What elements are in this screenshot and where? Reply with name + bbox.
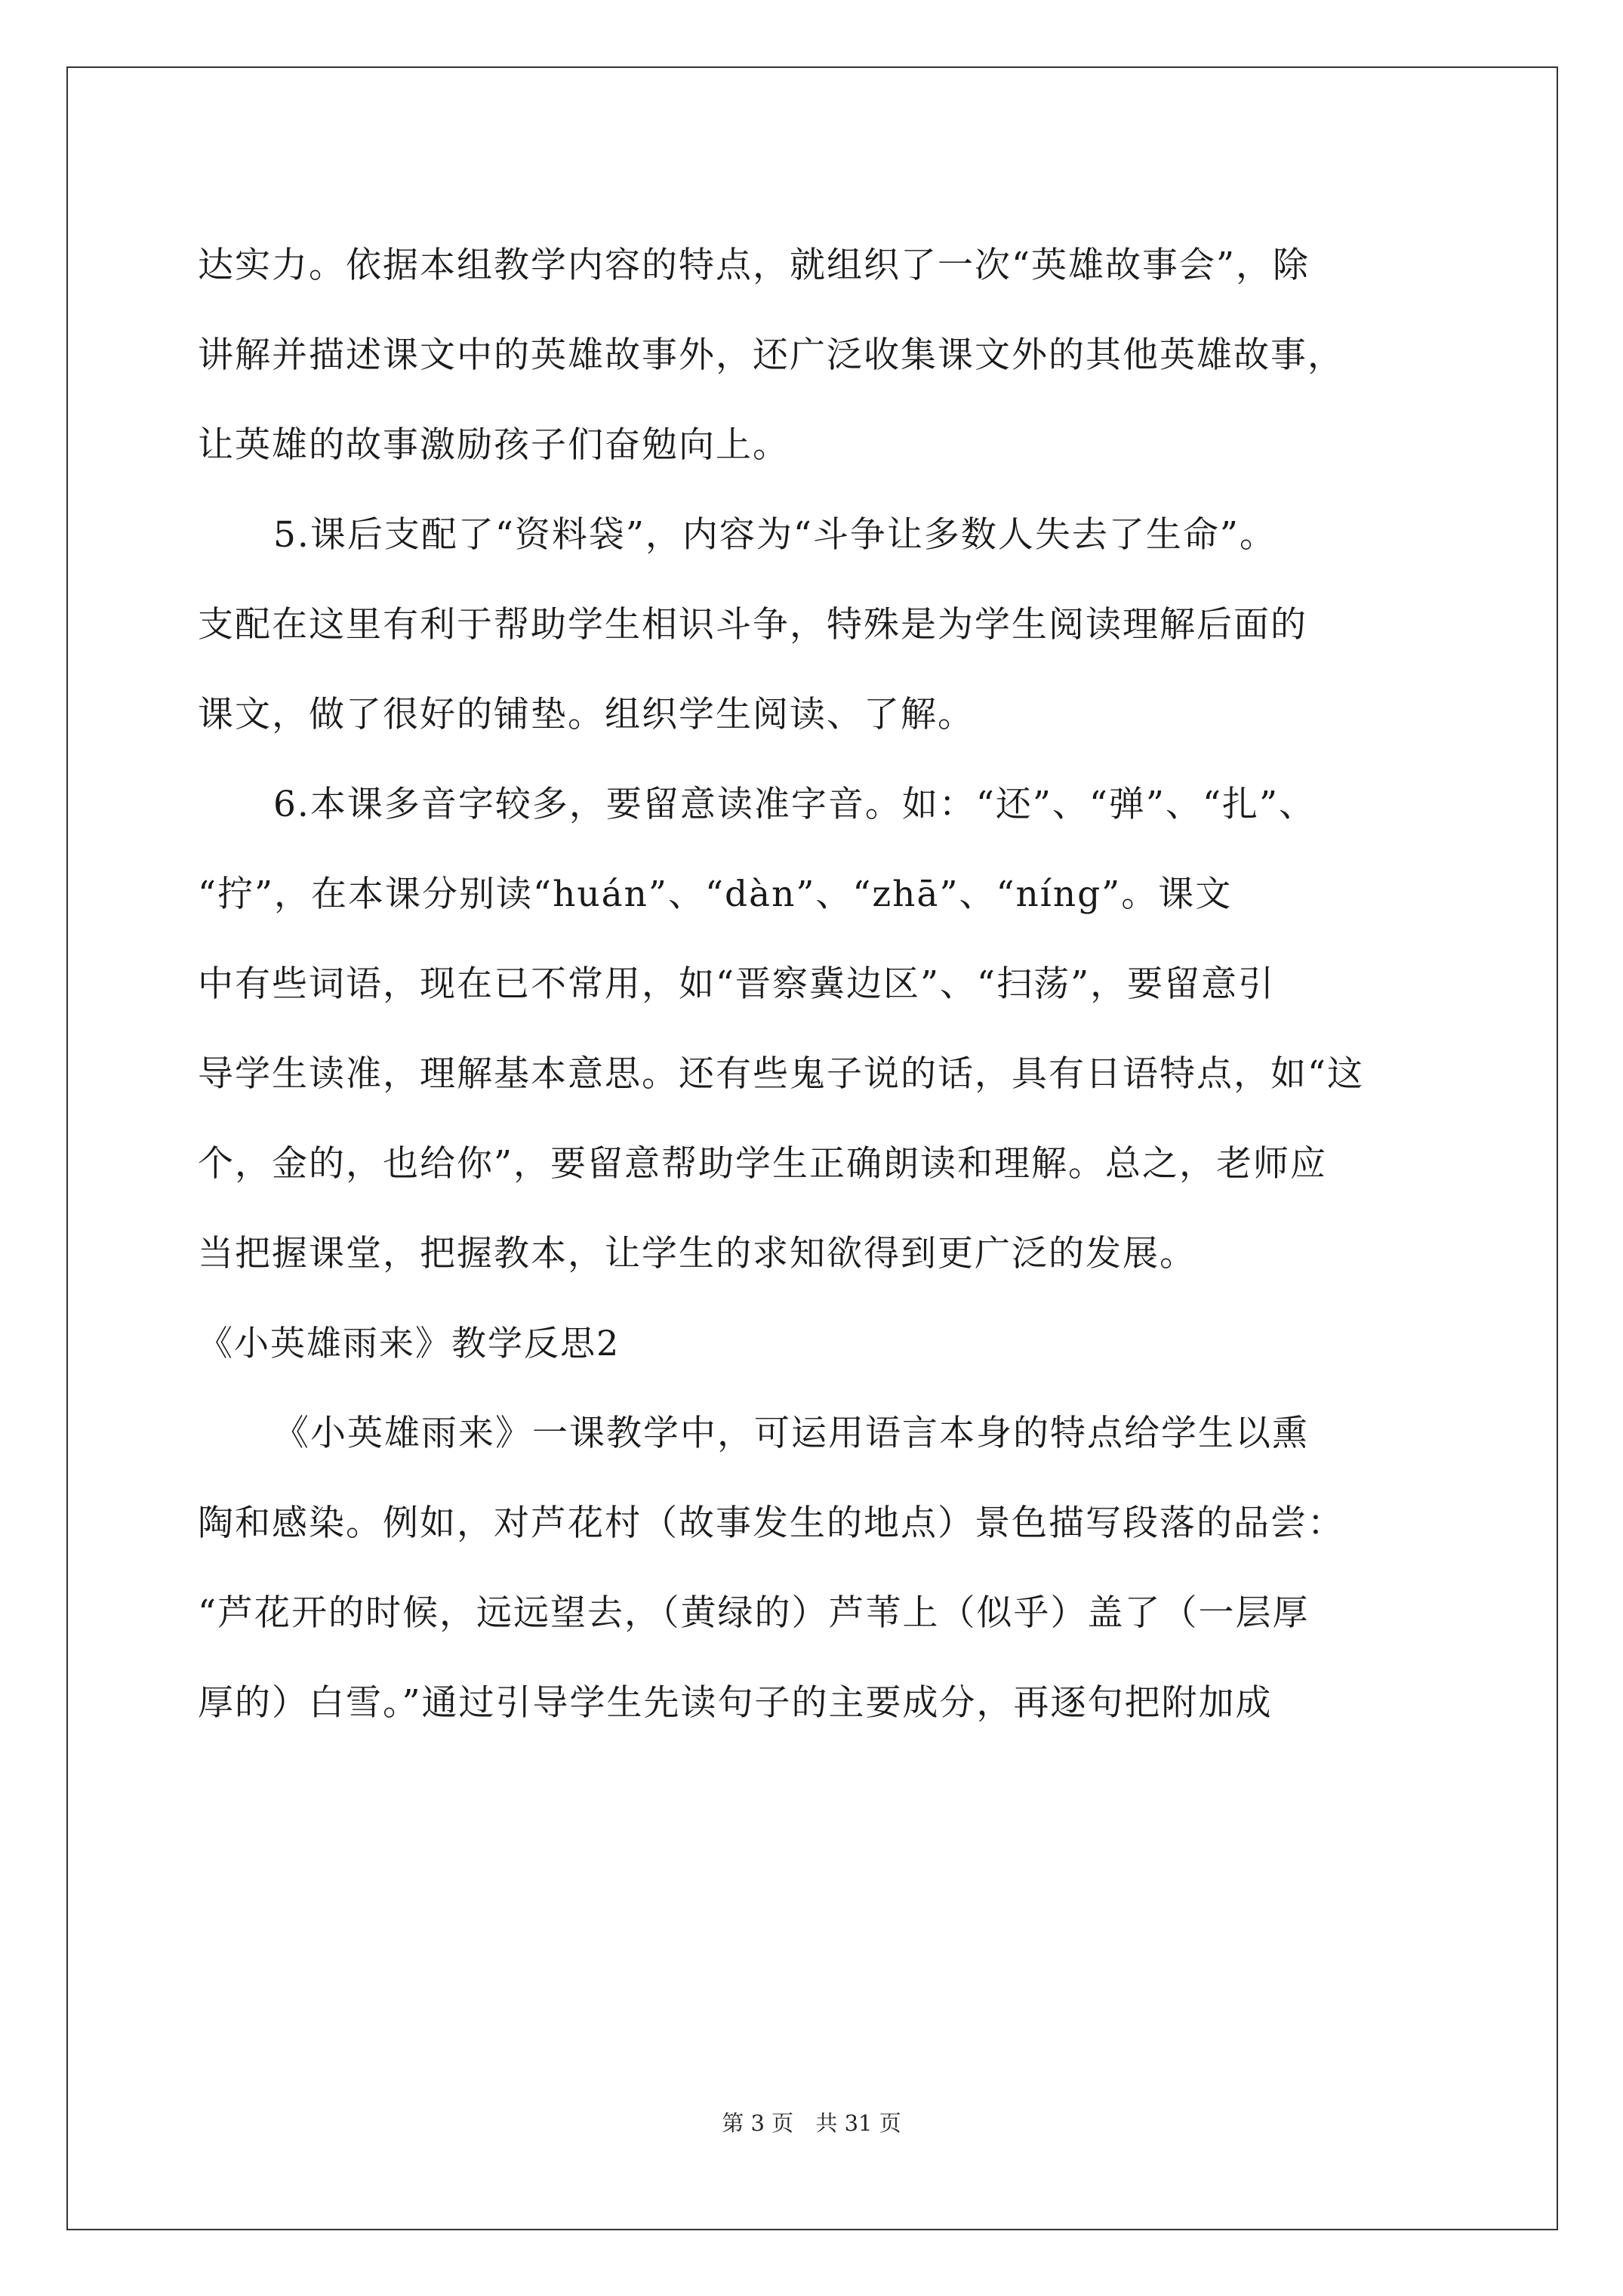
text-line: 陶和感染。例如，对芦花村（故事发生的地点）景色描写段落的品尝： — [198, 1502, 1344, 1544]
text-line: 讲解并描述课文中的英雄故事外，还广泛收集课文外的其他英雄故事， — [198, 334, 1344, 376]
text-line: 个，金的，也给你”，要留意帮助学生正确朗读和理解。总之，老师应 — [198, 1143, 1328, 1185]
text-line: 达实力。依据本组教学内容的特点，就组织了一次“英雄故事会”，除 — [198, 245, 1310, 286]
page-footer — [0, 2106, 1623, 2137]
text-line: 6.本课多音字较多，要留意读准字音。如：“还”、“弹”、“扎”、 — [273, 784, 1317, 825]
text-line: 中有些词语，现在已不常用，如“晋察冀边区”、“扫荡”，要留意引 — [198, 963, 1276, 1005]
page-number: 第 3 页 — [722, 2110, 794, 2136]
text-line: “芦花开的时候，远远望去，（黄绿的）芦苇上（似乎）盖了（一层厚 — [198, 1592, 1310, 1634]
text-line: “拧”，在本课分别读“huán”、“dàn”、“zhā”、“níng”。课文 — [198, 874, 1233, 915]
document-body — [198, 220, 1436, 1748]
text-line: 让英雄的故事激励孩子们奋勉向上。 — [198, 424, 790, 466]
text-line: 《小英雄雨来》一课教学中，可运用语言本身的特点给学生以熏 — [273, 1413, 1309, 1454]
text-line: 课文，做了很好的铺垫。组织学生阅读、了解。 — [198, 694, 975, 735]
section-heading: 《小英雄雨来》教学反思2 — [198, 1323, 621, 1364]
text-line: 当把握课堂，把握教本，让学生的求知欲得到更广泛的发展。 — [198, 1233, 1196, 1274]
text-line: 支配在这里有利于帮助学生相识斗争，特殊是为学生阅读理解后面的 — [198, 604, 1307, 646]
page-total: 共 31 页 — [815, 2110, 901, 2136]
text-line: 5.课后支配了“资料袋”，内容为“斗争让多数人失去了生命”。 — [273, 514, 1277, 556]
text-line: 厚的）白雪。”通过引导学生先读句子的主要成分，再逐句把附加成 — [198, 1682, 1273, 1724]
text-line: 导学生读准，理解基本意思。还有些鬼子说的话，具有日语特点，如“这 — [198, 1053, 1365, 1095]
